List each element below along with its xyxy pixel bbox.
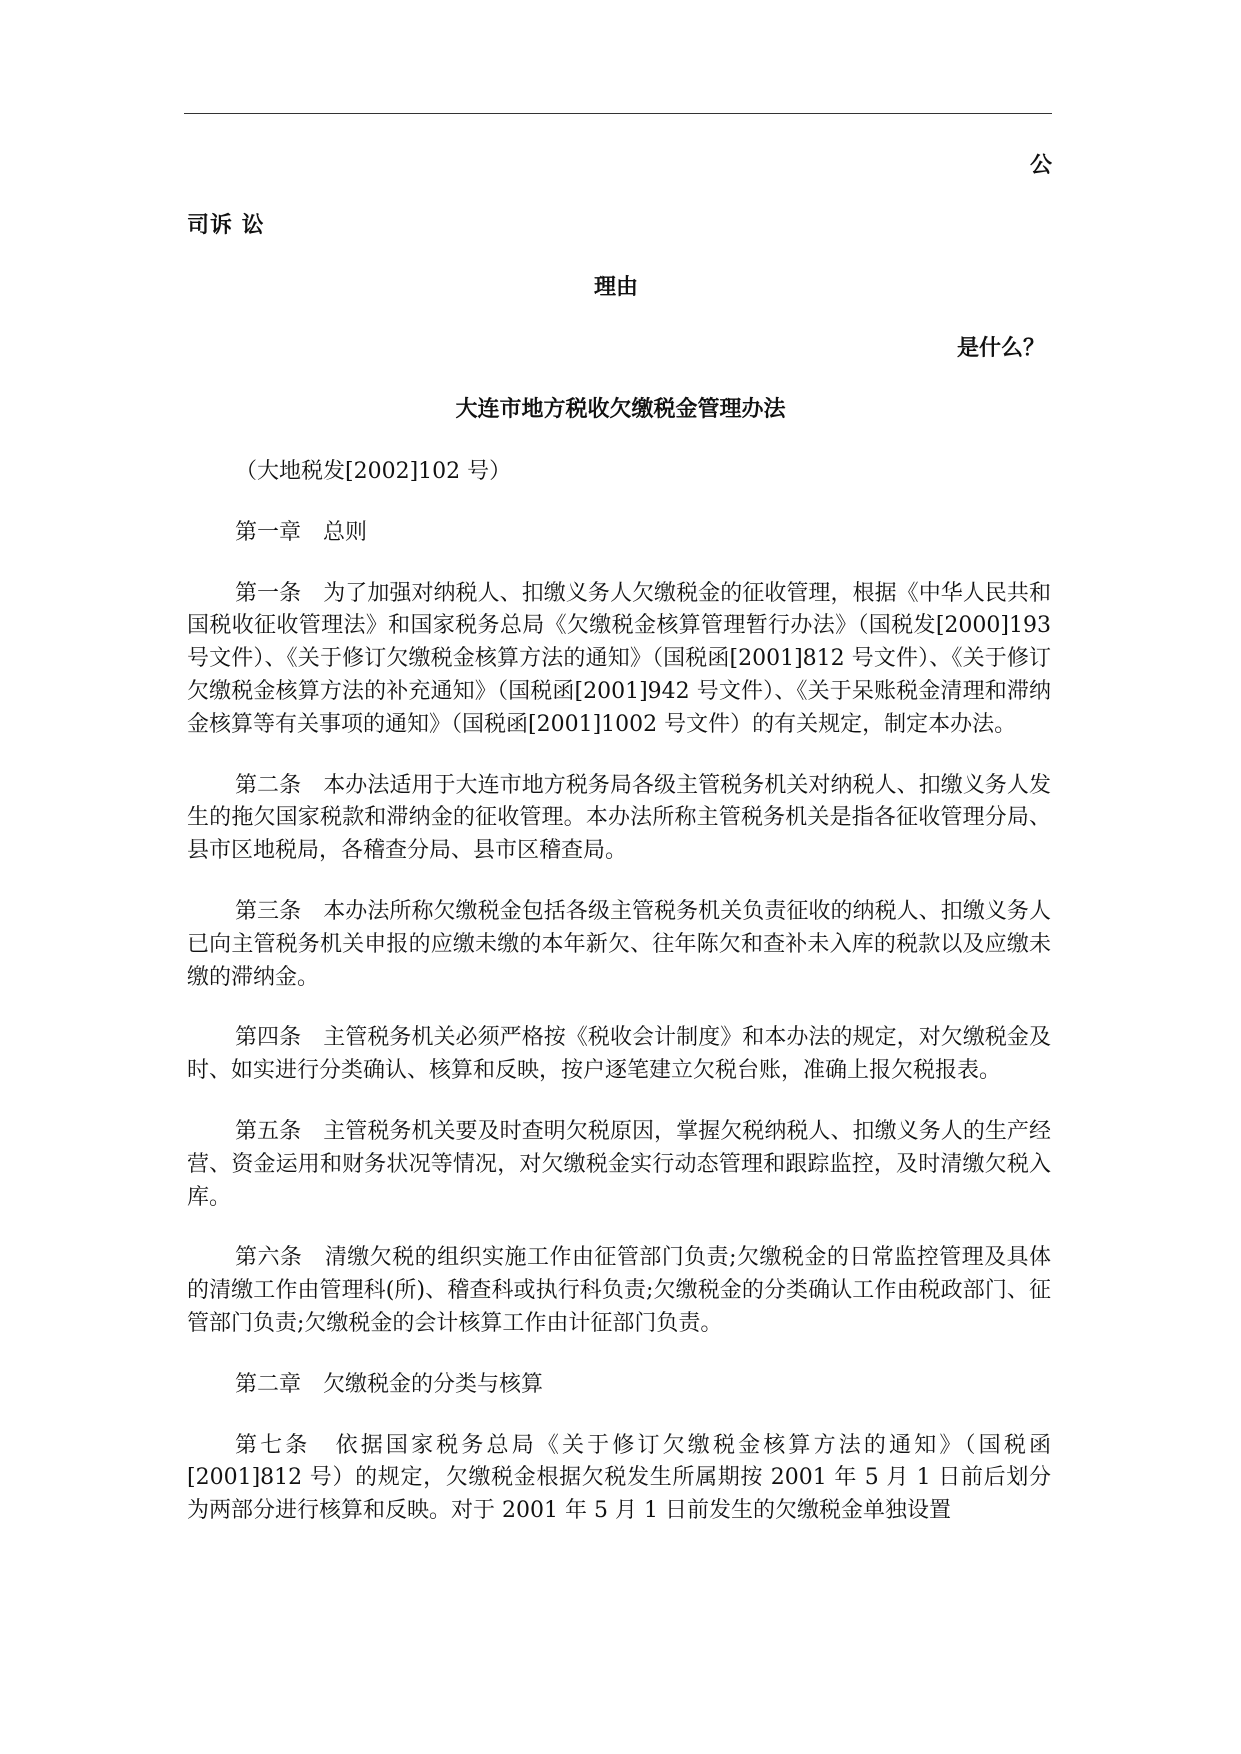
heading-fragment-sisong: 司诉 讼	[187, 213, 265, 238]
header-rule	[184, 113, 1052, 114]
document-number: （大地税发[2002]102 号）	[235, 459, 512, 484]
article-5: 第五条 主管税务机关要及时查明欠税原因，掌握欠税纳税人、扣缴义务人的生产经营、资金运用和财务状况等情况，对欠缴税金实行动态管理和跟踪监控，及时清缴欠税入库。	[187, 1118, 1051, 1210]
article-3: 第三条 本办法所称欠缴税金包括各级主管税务机关负责征收的纳税人、扣缴义务人已向主管税务机关申报的应缴未缴的本年新欠、往年陈欠和查补未入库的税款以及应缴未缴的滞纳金。	[187, 898, 1051, 990]
heading-fragment-liyou: 理由	[594, 275, 639, 300]
document-title: 大连市地方税收欠缴税金管理办法	[455, 397, 786, 422]
article-6: 第六条 清缴欠税的组织实施工作由征管部门负责;欠缴税金的日常监控管理及具体的清缴工作由管理科(所)、稽查科或执行科负责;欠缴税金的分类确认工作由税政部门、征管部门负责;欠缴税金的会计核算工作由计征部门负责。	[187, 1245, 1051, 1336]
article-1: 第一条 为了加强对纳税人、扣缴义务人欠缴税金的征收管理，根据《中华人民共和国税收征收管理法》和国家税务总局《欠缴税金核算管理暂行办法》（国税发[2000]193 号文件）、《关于修订欠缴税金核算方法的通知》（国税函[2001]812 号文件）、《关于修订欠缴税金核算方法的补充通知》（国税函[2001]942 号文件）、《关于呆账税金清理和滞纳金核算等有关事项的通知》（国税函[2001]1002 号文件）的有关规定，制定本办法。	[187, 580, 1051, 737]
article-7: 第七条 依据国家税务总局《关于修订欠缴税金核算方法的通知》（国税函[2001]812 号）的规定，欠缴税金根据欠税发生所属期按 2001 年 5 月 1 日前后划分为两部分进行核算和反映。对于 2001 年 5 月 1 日前发生的欠缴税金单独设置	[187, 1432, 1051, 1524]
article-2: 第二条 本办法适用于大连市地方税务局各级主管税务机关对纳税人、扣缴义务人发生的拖欠国家税款和滞纳金的征收管理。本办法所称主管税务机关是指各征收管理分局、县市区地税局，各稽查分局、县市区稽查局。	[187, 772, 1051, 864]
chapter-heading-2: 第二章 欠缴税金的分类与核算	[235, 1371, 544, 1397]
chapter-heading-1: 第一章 总则	[235, 519, 368, 545]
heading-fragment-gong: 公	[1029, 153, 1052, 178]
article-4: 第四条 主管税务机关必须严格按《税收会计制度》和本办法的规定，对欠缴税金及时、如实进行分类确认、核算和反映，按户逐笔建立欠税台账，准确上报欠税报表。	[187, 1025, 1051, 1084]
heading-fragment-question: 是什么？	[956, 336, 1045, 361]
document-body	[187, 456, 1051, 1528]
